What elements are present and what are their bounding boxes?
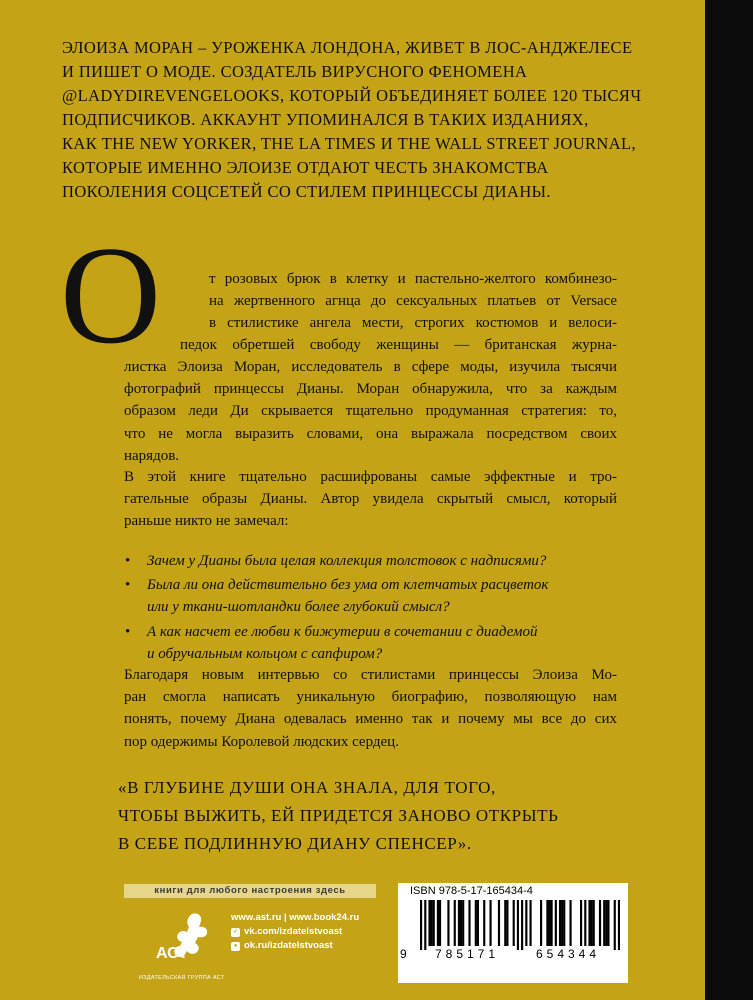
question-item: [147, 574, 617, 618]
barcode-bar: [580, 900, 582, 946]
author-bio: [62, 36, 642, 204]
author-bio-line: ПОДПИСЧИКОВ. АККАУНТ УПОМИНАЛСЯ В ТАКИХ ИЗДАНИЯХ,: [62, 110, 589, 129]
barcode-bar: [475, 900, 477, 946]
description-line: на жертвенного агнца до сексуальных платьев от Versace: [209, 293, 617, 310]
isbn-label: ISBN 978-5-17-165434-4: [410, 885, 533, 897]
barcode-digits: [400, 947, 626, 961]
pull-quote: [118, 774, 638, 858]
intro-paragraph: [124, 466, 617, 533]
ok-icon: ●: [231, 942, 240, 951]
intro-line: раньше никто не замечал:: [124, 513, 289, 530]
barcode-bar: [517, 900, 519, 950]
question-line: и обручальным кольцом с сапфиром?: [147, 645, 383, 662]
intro-line: В этой книге тщательно расшифрованы самые эффектные и тро-: [124, 469, 617, 485]
websites-text[interactable]: www.ast.ru | www.book24.ru: [231, 912, 360, 923]
description-line: педок обретшей свободу женщины — британская журна-: [180, 337, 617, 353]
question-item: [147, 621, 617, 665]
author-bio-line: КОТОРЫЕ ИМЕННО ЭЛОИЗЕ ОТДАЮТ ЧЕСТЬ ЗНАКОМСТВА: [62, 158, 549, 177]
barcode-icon: [420, 900, 620, 950]
barcode-bar: [489, 900, 491, 946]
description-indented-2: [180, 334, 617, 356]
author-bio-line: ЭЛОИЗА МОРАН – УРОЖЕНКА ЛОНДОНА, ЖИВЕТ В ЛОС-АНДЖЕЛЕСЕ: [62, 38, 633, 57]
barcode-bar: [439, 900, 441, 946]
author-bio-line: И ПИШЕТ О МОДЕ. СОЗДАТЕЛЬ ВИРУСНОГО ФЕНОМЕНА: [62, 62, 528, 81]
barcode-bar: [618, 900, 620, 950]
ok-link[interactable]: ok.ru/izdatelstvoast: [244, 940, 333, 951]
barcode-bar: [614, 900, 616, 950]
barcode-bar: [563, 900, 565, 946]
conclusion-line: пор одержимы Королевой людских сердец.: [124, 733, 399, 750]
barcode-bar: [569, 900, 571, 946]
description-line: что не могла выразить словами, она выражала посредством своих: [124, 425, 617, 442]
author-bio-line: @LADYDIREVENGELOOKS, КОТОРЫЙ ОБЪЕДИНЯЕТ БОЛЕЕ 120 ТЫСЯЧ: [62, 86, 642, 105]
barcode-digit-group: 785171: [434, 947, 500, 961]
barcode-bar: [546, 900, 548, 946]
barcode-bar: [447, 900, 449, 946]
publisher-name: ИЗДАТЕЛЬСКАЯ ГРУППА АСТ: [139, 975, 225, 981]
barcode-bar: [584, 900, 586, 946]
websites-row: [231, 911, 359, 925]
barcode-bar: [513, 900, 515, 946]
conclusion-line: Благодаря новым интервью со стилистами принцессы Элоиза Мо-: [124, 667, 617, 683]
question-item: [147, 550, 617, 572]
barcode-bar: [548, 900, 550, 946]
barcode-bar: [599, 900, 601, 946]
question-line: • Зачем у Дианы была целая коллекция толстовок с надписями?: [147, 553, 547, 569]
description-line: листка Элоиза Моран, исследователь в сфере моды, изучила тысячи: [124, 359, 617, 375]
quote-line: «В ГЛУБИНЕ ДУШИ ОНА ЗНАЛА, ДЛЯ ТОГО,: [118, 778, 496, 797]
barcode-bar: [555, 900, 557, 946]
barcode-bar: [458, 900, 460, 946]
barcode-digit-group: 9: [400, 947, 407, 961]
barcode-bar: [433, 900, 435, 946]
barcode-bar: [593, 900, 595, 946]
publisher-tagline: книги для любого настроения здесь: [124, 884, 376, 898]
barcode-bar: [504, 900, 506, 946]
barcode-bar: [506, 900, 508, 946]
drop-cap: О: [60, 218, 162, 373]
barcode-bar: [605, 900, 607, 946]
barcode-bar: [559, 900, 561, 946]
barcode-bar: [460, 900, 462, 946]
description-line: т розовых брюк в клетку и пастельно-желтого комбинезо-: [209, 271, 617, 287]
conclusion-line: ран смогла написать уникальную биографию, позволяющую нам: [124, 689, 617, 706]
barcode-bar: [454, 900, 456, 946]
barcode-bar: [588, 900, 590, 946]
barcode-bar: [483, 900, 485, 946]
barcode-bar: [437, 900, 439, 946]
barcode-bar: [529, 900, 531, 946]
book-spine: [705, 0, 753, 1000]
description-line: фотографий принцессы Дианы. Моран обнаружила, что за каждым: [124, 381, 617, 398]
barcode-bar: [540, 900, 542, 946]
logo-text: АСТ: [156, 945, 189, 962]
barcode-panel: [398, 883, 628, 983]
description-line: образом леди Ди скрывается тщательно продуманная стратегия: то,: [124, 403, 617, 420]
author-bio-line: ПОКОЛЕНИЯ СОЦСЕТЕЙ СО СТИЛЕМ ПРИНЦЕССЫ ДИАНЫ.: [62, 182, 551, 201]
question-line: • А как насчет ее любви к бижутерии в сочетании с диадемой: [147, 623, 538, 640]
barcode-bar: [431, 900, 433, 946]
intro-line: гательные образы Дианы. Автор увидела скрытый смысл, который: [124, 491, 617, 508]
barcode-bar: [498, 900, 500, 946]
barcode-bar: [561, 900, 563, 946]
conclusion-paragraph: [124, 664, 617, 753]
description-body: [124, 356, 617, 467]
ast-logo-icon: [148, 908, 218, 972]
vk-icon: ✓: [232, 928, 239, 935]
question-list: [147, 550, 617, 667]
description-indented: [209, 268, 617, 335]
barcode-bar: [591, 900, 593, 946]
quote-line: В СЕБЕ ПОДЛИННУЮ ДИАНУ СПЕНСЕР».: [118, 834, 472, 853]
conclusion-line: понять, почему Диана одевалась именно так и почему мы все до сих: [124, 711, 617, 728]
author-bio-line: КАК THE NEW YORKER, THE LA TIMES И THE WALL STREET JOURNAL,: [62, 134, 637, 153]
barcode-bar: [462, 900, 464, 946]
vk-link[interactable]: vk.com/izdatelstvoast: [244, 926, 343, 937]
barcode-bar: [525, 900, 527, 946]
barcode-bar: [521, 900, 523, 950]
barcode-bar: [477, 900, 479, 946]
vk-row: [231, 925, 359, 939]
barcode-bar: [428, 900, 430, 946]
ok-row: [231, 939, 359, 953]
barcode-bar: [551, 900, 553, 946]
barcode-bar: [424, 900, 426, 950]
barcode-digit-group: 654344: [535, 947, 601, 961]
description-line: нарядов.: [124, 447, 180, 464]
question-line: или у ткани-шотландки более глубокий смысл?: [147, 599, 450, 616]
quote-line: ЧТОБЫ ВЫЖИТЬ, ЕЙ ПРИДЕТСЯ ЗАНОВО ОТКРЫТЬ: [118, 806, 559, 825]
barcode-bar: [603, 900, 605, 946]
question-line: • Была ли она действительно без ума от клетчатых расцветок: [147, 577, 549, 594]
barcode-bar: [468, 900, 470, 946]
description-line: в стилистике ангела мести, строгих костюмов и велоси-: [209, 315, 617, 332]
barcode-bar: [420, 900, 422, 950]
publisher-links: [231, 911, 359, 953]
barcode-bar: [607, 900, 609, 946]
